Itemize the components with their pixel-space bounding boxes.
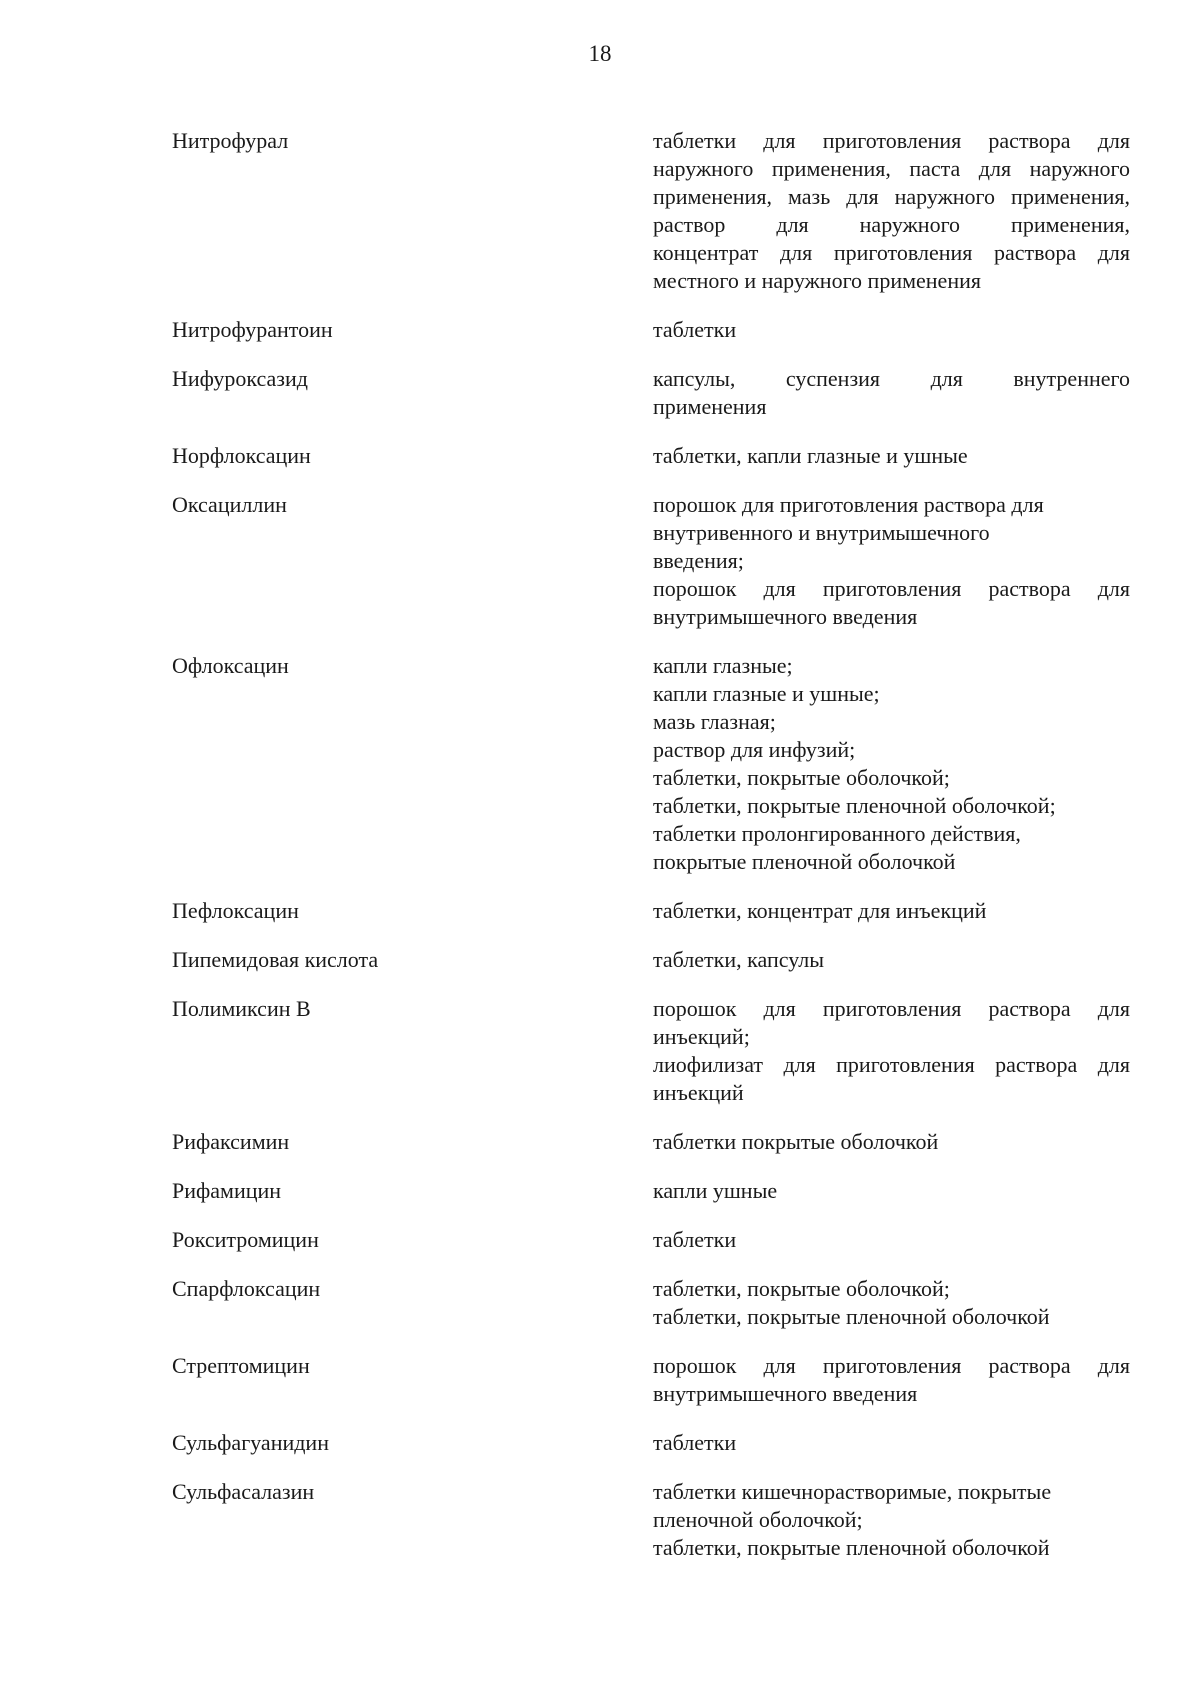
dosage-forms bbox=[653, 1177, 1130, 1205]
dosage-form-line: таблетки bbox=[653, 1430, 737, 1455]
drug-name: Оксациллин bbox=[172, 492, 287, 517]
dosage-forms bbox=[653, 442, 1130, 470]
table-row bbox=[172, 946, 1130, 974]
dosage-form-line: капли глазные и ушные; bbox=[653, 681, 880, 706]
table-row bbox=[172, 1226, 1130, 1254]
dosage-form-line: мазь глазная; bbox=[653, 709, 776, 734]
table-row bbox=[172, 442, 1130, 470]
dosage-form-line: применения, мазь для наружного применения, bbox=[653, 184, 1130, 209]
dosage-form-line: местного и наружного применения bbox=[653, 268, 981, 293]
dosage-form-line: капли глазные; bbox=[653, 653, 793, 678]
dosage-forms bbox=[653, 365, 1130, 421]
drug-name: Нитрофурал bbox=[172, 128, 289, 153]
table-row bbox=[172, 1478, 1130, 1562]
table-row bbox=[172, 897, 1130, 925]
dosage-form-line: концентрат для приготовления раствора для bbox=[653, 240, 1130, 265]
table-row bbox=[172, 365, 1130, 421]
dosage-form-line: таблетки, покрытые оболочкой; bbox=[653, 765, 950, 790]
dosage-forms bbox=[653, 316, 1130, 344]
dosage-form-line: таблетки кишечнорастворимые, покрытые bbox=[653, 1479, 1052, 1504]
dosage-forms bbox=[653, 127, 1130, 295]
dosage-form-line: таблетки, капсулы bbox=[653, 947, 824, 972]
drug-name: Пипемидовая кислота bbox=[172, 947, 379, 972]
dosage-form-line: инъекций bbox=[653, 1080, 744, 1105]
drug-forms-table bbox=[172, 127, 1130, 1583]
page-number: 18 bbox=[588, 41, 612, 66]
drug-name: Рифаксимин bbox=[172, 1129, 290, 1154]
dosage-form-line: внутримышечного введения bbox=[653, 1381, 918, 1406]
dosage-form-line: покрытые пленочной оболочкой bbox=[653, 849, 956, 874]
dosage-form-line: лиофилизат для приготовления раствора для bbox=[653, 1052, 1130, 1077]
drug-name: Стрептомицин bbox=[172, 1353, 310, 1378]
dosage-form-line: порошок для приготовления раствора для bbox=[653, 492, 1044, 517]
dosage-form-line: таблетки, концентрат для инъекций bbox=[653, 898, 987, 923]
dosage-form-line: таблетки, покрытые пленочной оболочкой bbox=[653, 1304, 1050, 1329]
dosage-form-line: пленочной оболочкой; bbox=[653, 1507, 863, 1532]
drug-name: Спарфлоксацин bbox=[172, 1276, 321, 1301]
drug-name: Рифамицин bbox=[172, 1178, 282, 1203]
dosage-form-line: применения bbox=[653, 394, 767, 419]
table-row bbox=[172, 1429, 1130, 1457]
dosage-form-line: таблетки для приготовления раствора для bbox=[653, 128, 1130, 153]
dosage-forms bbox=[653, 1275, 1130, 1331]
dosage-form-line: внутримышечного введения bbox=[653, 604, 918, 629]
dosage-form-line: таблетки покрытые оболочкой bbox=[653, 1129, 939, 1154]
dosage-form-line: таблетки, капли глазные и ушные bbox=[653, 443, 968, 468]
dosage-forms bbox=[653, 946, 1130, 974]
dosage-form-line: таблетки bbox=[653, 1227, 737, 1252]
table-row bbox=[172, 491, 1130, 631]
dosage-form-line: порошок для приготовления раствора для bbox=[653, 1353, 1130, 1378]
drug-name: Сульфагуанидин bbox=[172, 1430, 329, 1455]
dosage-form-line: раствор для инфузий; bbox=[653, 737, 856, 762]
dosage-form-line: таблетки, покрытые пленочной оболочкой; bbox=[653, 793, 1056, 818]
dosage-form-line: введения; bbox=[653, 548, 744, 573]
dosage-forms bbox=[653, 1128, 1130, 1156]
dosage-form-line: инъекций; bbox=[653, 1024, 750, 1049]
dosage-forms bbox=[653, 897, 1130, 925]
dosage-forms bbox=[653, 491, 1130, 631]
dosage-forms bbox=[653, 652, 1130, 876]
dosage-forms bbox=[653, 1478, 1130, 1562]
table-row bbox=[172, 652, 1130, 876]
table-row bbox=[172, 316, 1130, 344]
drug-name: Сульфасалазин bbox=[172, 1479, 315, 1504]
table-row bbox=[172, 1275, 1130, 1331]
drug-name: Нитрофурантоин bbox=[172, 317, 333, 342]
drug-name: Офлоксацин bbox=[172, 653, 289, 678]
dosage-form-line: таблетки, покрытые пленочной оболочкой bbox=[653, 1535, 1050, 1560]
dosage-form-line: таблетки bbox=[653, 317, 737, 342]
dosage-form-line: порошок для приготовления раствора для bbox=[653, 996, 1130, 1021]
dosage-forms bbox=[653, 995, 1130, 1107]
dosage-forms bbox=[653, 1429, 1130, 1457]
table-row bbox=[172, 127, 1130, 295]
dosage-forms bbox=[653, 1352, 1130, 1408]
dosage-form-line: капсулы, суспензия для внутреннего bbox=[653, 366, 1130, 391]
drug-name: Рокситромицин bbox=[172, 1227, 319, 1252]
drug-name: Полимиксин В bbox=[172, 996, 311, 1021]
dosage-form-line: порошок для приготовления раствора для bbox=[653, 576, 1130, 601]
dosage-form-line: капли ушные bbox=[653, 1178, 778, 1203]
dosage-forms bbox=[653, 1226, 1130, 1254]
drug-name: Пефлоксацин bbox=[172, 898, 299, 923]
table-row bbox=[172, 1128, 1130, 1156]
dosage-form-line: таблетки, покрытые оболочкой; bbox=[653, 1276, 950, 1301]
dosage-form-line: наружного применения, паста для наружного bbox=[653, 156, 1130, 181]
dosage-form-line: внутривенного и внутримышечного bbox=[653, 520, 990, 545]
table-row bbox=[172, 1352, 1130, 1408]
drug-name: Нифуроксазид bbox=[172, 366, 308, 391]
dosage-form-line: таблетки пролонгированного действия, bbox=[653, 821, 1021, 846]
table-row bbox=[172, 1177, 1130, 1205]
table-row bbox=[172, 995, 1130, 1107]
dosage-form-line: раствор для наружного применения, bbox=[653, 212, 1130, 237]
drug-name: Норфлоксацин bbox=[172, 443, 311, 468]
